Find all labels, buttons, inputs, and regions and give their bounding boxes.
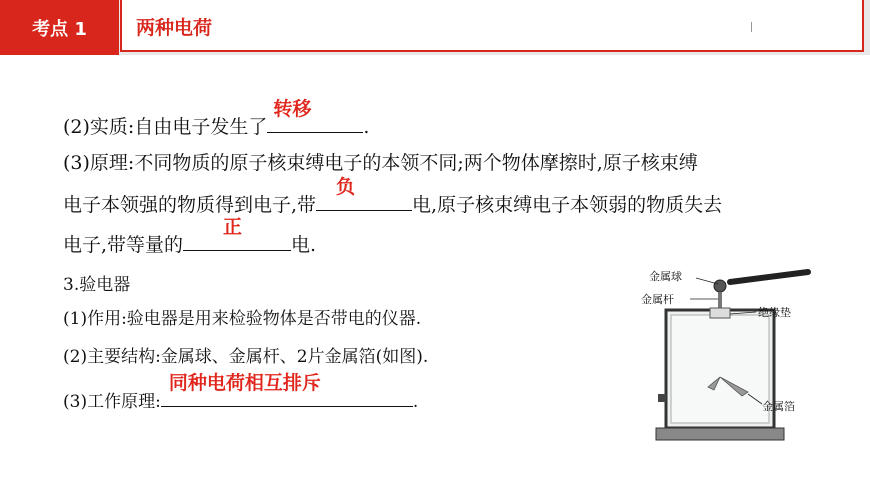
title-box [120, 0, 864, 52]
line-principle [63, 150, 698, 176]
text: . [412, 392, 419, 412]
answer-text: 转移 [273, 98, 312, 120]
line-working-principle [63, 372, 419, 415]
answer-blank [267, 98, 363, 133]
answer-text: 负 [336, 176, 356, 198]
text: 电子本领强的物质得到电子,带 [63, 194, 317, 216]
text: (2)实质:自由电子发生了 [63, 116, 268, 138]
text: 电子,带等量的 [63, 234, 184, 256]
answer-blank [316, 176, 412, 211]
page-title: 两种电荷 [136, 17, 213, 39]
answer-text: 正 [223, 216, 243, 238]
answer-blank [161, 372, 413, 407]
line-structure [63, 344, 428, 370]
line-principle-3 [63, 216, 317, 258]
title-divider [751, 22, 752, 32]
electroscope-diagram [638, 262, 813, 442]
answer-blank [183, 216, 291, 251]
label-foil: 金属箔 [762, 400, 795, 413]
section-heading [63, 272, 130, 298]
text: 电. [291, 234, 317, 256]
answer-text: 同种电荷相互排斥 [168, 372, 321, 394]
label-rod: 金属杆 [641, 293, 674, 306]
topic-badge: 考点 1 [0, 0, 119, 55]
label-ball: 金属球 [649, 270, 682, 283]
text: (3)原理:不同物质的原子核束缚电子的本领不同;两个物体摩擦时,原子核束缚 [63, 152, 698, 174]
electroscope-figure [638, 262, 813, 442]
header-bar [0, 0, 870, 55]
label-insulator: 绝缘垫 [758, 306, 791, 319]
line-principle-2 [63, 176, 723, 218]
text: . [363, 116, 370, 138]
text: (2)主要结构:金属球、金属杆、2片金属箔(如图). [63, 347, 429, 367]
text: 电,原子核束缚电子本领弱的物质失去 [412, 194, 723, 216]
text: (3)工作原理: [63, 392, 161, 412]
line-function [63, 306, 421, 332]
line-essence [63, 98, 370, 140]
text: (1)作用:验电器是用来检验物体是否带电的仪器. [63, 309, 422, 329]
text: 3.验电器 [63, 275, 131, 295]
